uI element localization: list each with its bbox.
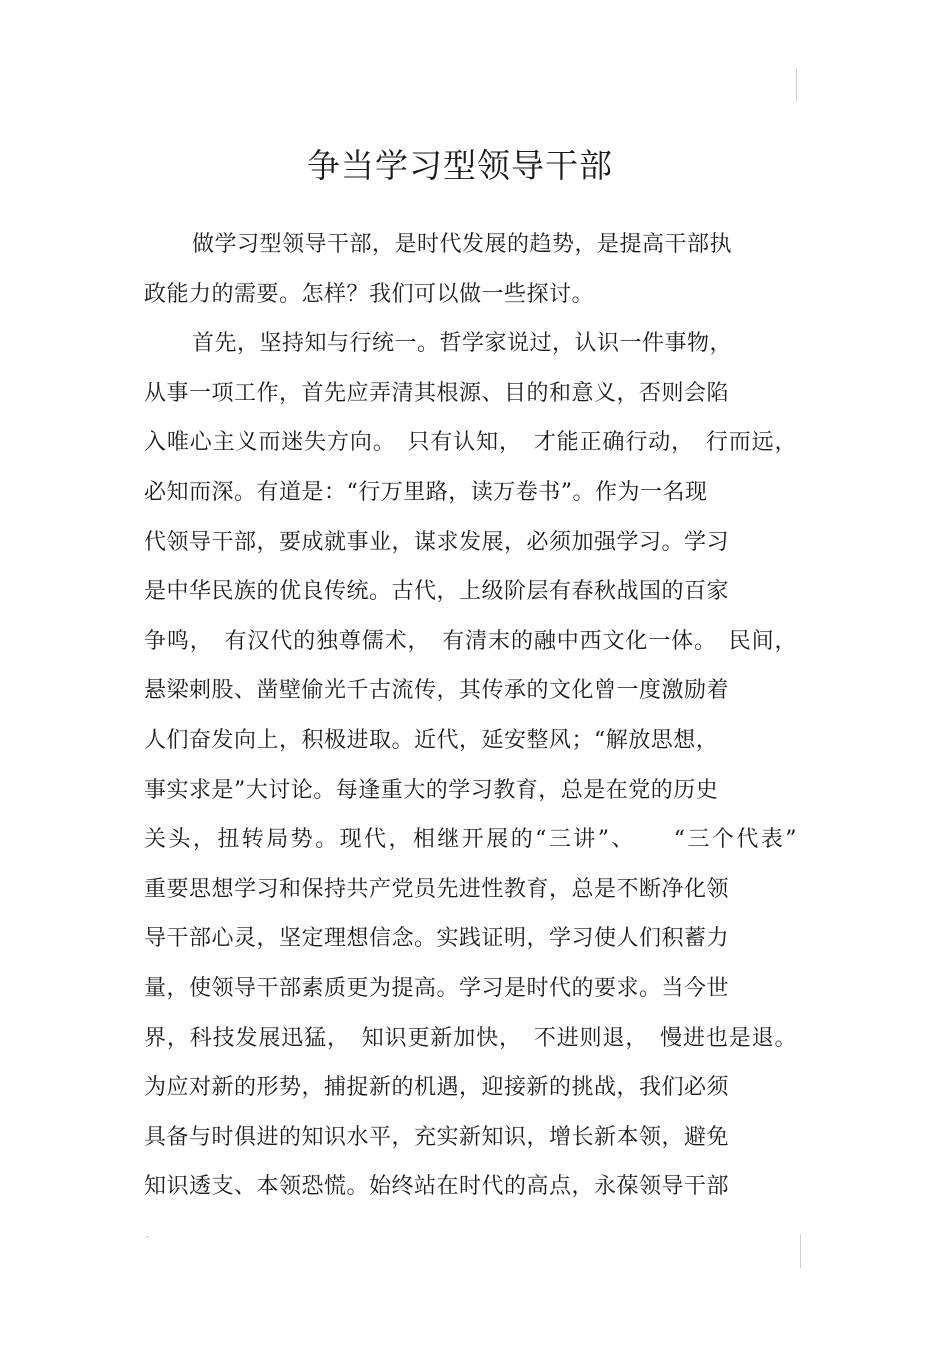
paragraph-line: 量，使领导干部素质更为提高。学习是时代的要求。当今世	[144, 975, 730, 1001]
paragraph-line: 事实求是”大讨论。每逢重大的学习教育，总是在党的历史	[144, 777, 719, 803]
crop-mark	[146, 1236, 149, 1238]
paragraph-line: 政能力的需要。怎样？我们可以做一些探讨。	[144, 281, 595, 307]
paragraph-line: 代领导干部，要成就事业，谋求发展，必须加强学习。学习	[144, 529, 730, 555]
paragraph-line: 是中华民族的优良传统。古代，上级阶层有春秋战国的百家	[144, 579, 730, 605]
paragraph-line: 具备与时俱进的知识水平，充实新知识，增长新本领，避免	[144, 1124, 730, 1150]
paragraph-line: 争鸣， 有汉代的独尊儒术， 有清末的融中西文化一体。 民间，	[144, 628, 797, 654]
paragraph-line: 从事一项工作，首先应弄清其根源、目的和意义，否则会陷	[144, 380, 730, 406]
document-body	[144, 220, 814, 1212]
paragraph-line: 首先，坚持知与行统一。哲学家说过，认识一件事物，	[192, 331, 733, 357]
paragraph-line: 入唯心主义而迷失方向。 只有认知， 才能正确行动， 行而远，	[144, 430, 797, 456]
paragraph-line: 为应对新的形势，捕捉新的机遇，迎接新的挑战，我们必须	[144, 1075, 730, 1101]
paragraph-line: 导干部心灵，坚定理想信念。实践证明，学习使人们积蓄力	[144, 926, 730, 952]
paragraph-line: 界，科技发展迅猛， 知识更新加快， 不进则退， 慢进也是退。	[144, 1025, 797, 1051]
paragraph-line: 知识透支、本领恐慌。始终站在时代的高点，永葆领导干部	[144, 1174, 730, 1200]
crop-mark	[800, 1234, 801, 1268]
paragraph-line: 必知而深。有道是：“行万里路，读万卷书”。作为一名现	[144, 479, 708, 505]
document-title: 争当学习型领导干部	[307, 146, 613, 186]
paragraph-line: 悬梁刺股、凿壁偷光千古流传，其传承的文化曾一度激励着	[144, 678, 730, 704]
paragraph-line: 做学习型领导干部，是时代发展的趋势，是提高干部执	[192, 232, 733, 257]
crop-mark	[796, 68, 797, 102]
paragraph-line: 关头，扭转局势。现代，相继开展的“三讲”、 “三个代表”	[144, 827, 797, 853]
paragraph-line: 重要思想学习和保持共产党员先进性教育，总是不断净化领	[144, 876, 730, 902]
paragraph-line: 人们奋发向上，积极进取。近代，延安整风；“解放思想，	[144, 727, 719, 753]
